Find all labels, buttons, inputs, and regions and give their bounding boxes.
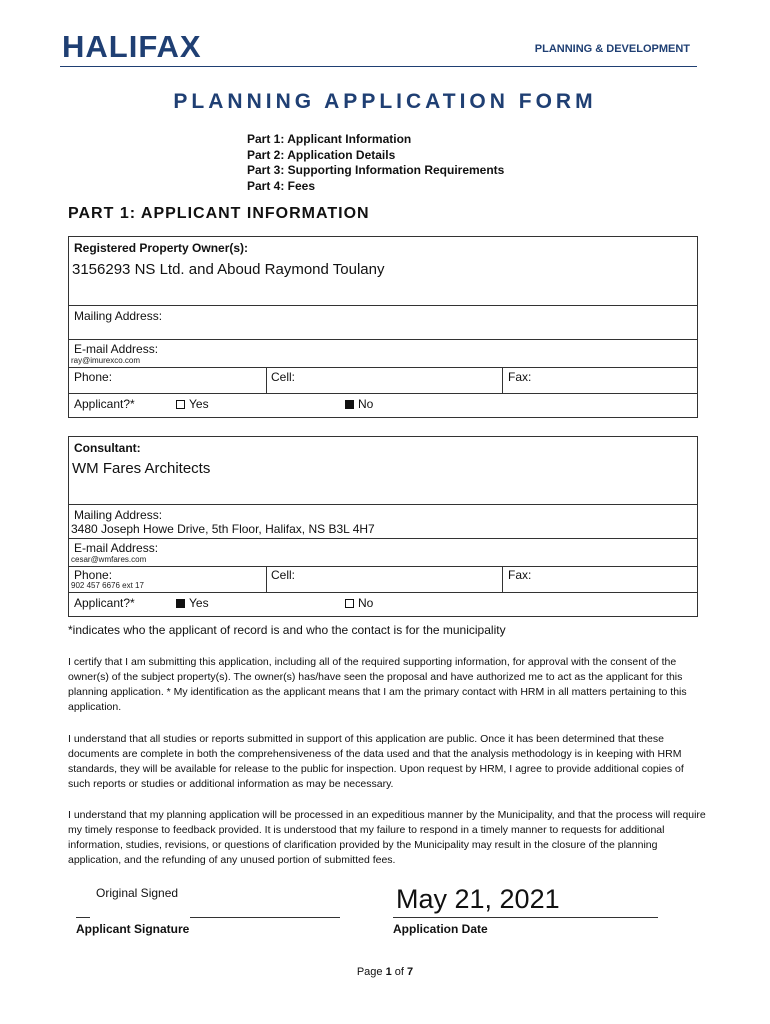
divider	[266, 566, 267, 592]
owner-fax-label: Fax:	[508, 370, 532, 384]
divider	[266, 367, 267, 393]
consultant-label: Consultant:	[74, 441, 141, 455]
certification-paragraph: I certify that I am submitting this application, including all of the required supporting information, for approval with the consent of the owner(s) of the subject property(s). The owner(s) has/have seen the proposal and have authorized me to act as the applicant for this planning application. * My identification as the applicant means that I am the primary contact with HRM in all matters pertaining to this application.	[68, 656, 687, 713]
consultant-yes-checkbox[interactable]	[176, 599, 185, 608]
application-date-label: Application Date	[393, 922, 488, 936]
parts-list-item: Part 2: Application Details	[247, 147, 396, 162]
owner-label: Registered Property Owner(s):	[74, 241, 249, 255]
consultant-yes-label: Yes	[189, 596, 209, 610]
owner-block	[68, 236, 698, 418]
owner-no-checkbox[interactable]	[345, 400, 354, 409]
consultant-applicant-label: Applicant?*	[74, 596, 135, 610]
owner-applicant-label: Applicant?*	[74, 397, 135, 411]
signature-line-short	[76, 917, 90, 918]
owner-no-option[interactable]	[345, 397, 373, 411]
divider	[69, 339, 697, 340]
parts-list-item: Part 1: Applicant Information	[247, 132, 412, 146]
divider	[69, 367, 697, 368]
consultant-email-label: E-mail Address:	[74, 541, 159, 555]
owner-value[interactable]: 3156293 NS Ltd. and Aboud Raymond Toulany	[72, 261, 385, 278]
consultant-phone-value[interactable]: 902 457 6676 ext 17	[71, 581, 144, 590]
applicant-signature-label: Applicant Signature	[76, 922, 190, 936]
signature-line[interactable]	[190, 917, 340, 918]
consultant-value[interactable]: WM Fares Architects	[72, 460, 211, 477]
divider	[69, 504, 697, 505]
divider	[69, 592, 697, 593]
divider	[502, 367, 503, 393]
page-prefix: Page	[356, 966, 386, 978]
owner-no-label: No	[358, 397, 374, 411]
owner-yes-checkbox[interactable]	[176, 400, 185, 409]
page-total: 7	[407, 966, 414, 978]
owner-yes-label: Yes	[189, 397, 209, 411]
header-divider	[60, 66, 697, 67]
consultant-block	[68, 436, 698, 617]
consultant-no-checkbox[interactable]	[345, 599, 354, 608]
divider	[69, 538, 697, 539]
consultant-fax-label: Fax:	[508, 568, 532, 582]
page-mid: of	[391, 966, 408, 978]
page-number	[0, 966, 770, 978]
parts-list-item: Part 3: Supporting Information Requirements	[247, 163, 505, 177]
form-title: PLANNING APPLICATION FORM	[173, 90, 597, 113]
owner-yes-option[interactable]	[176, 397, 209, 411]
owner-email-label: E-mail Address:	[74, 342, 159, 356]
owner-email-value[interactable]: ray@imurexco.com	[71, 356, 141, 365]
consultant-cell-label: Cell:	[271, 568, 296, 582]
divider	[69, 393, 697, 394]
divider	[69, 566, 697, 567]
consultant-email-value[interactable]: cesar@wmfares.com	[71, 555, 147, 564]
divider	[69, 305, 697, 306]
consultant-yes-option[interactable]	[176, 596, 209, 610]
owner-mailing-label: Mailing Address:	[74, 309, 163, 323]
consultant-no-label: No	[358, 596, 374, 610]
department-label: PLANNING & DEVELOPMENT	[534, 43, 690, 55]
date-line	[393, 917, 658, 918]
parts-list-item: Part 4: Fees	[247, 178, 316, 193]
section-title: PART 1: APPLICANT INFORMATION	[68, 205, 370, 222]
halifax-logo: HALIFAX	[62, 29, 202, 64]
consultant-phone-label: Phone:	[74, 568, 113, 582]
consultant-mailing-value[interactable]: 3480 Joseph Howe Drive, 5th Floor, Halifax, NS B3L 4H7	[71, 522, 375, 536]
original-signed-text: Original Signed	[96, 886, 179, 900]
owner-phone-label: Phone:	[74, 370, 113, 384]
owner-cell-label: Cell:	[271, 370, 296, 384]
page-current: 1	[385, 966, 392, 978]
processing-paragraph: I understand that my planning application will be processed in an expeditious manner by the Municipality, and that the process will require my timely response to feedback provided. It is understood that my failure to respond in a timely manner to requests for additional information, studies, revisions, or questions of clarification provided by the Municipality may result in the closure of the planning application, and the refunding of any unused portion of submitted fees.	[68, 809, 706, 866]
consultant-mailing-label: Mailing Address:	[74, 508, 163, 522]
consultant-no-option[interactable]	[345, 596, 373, 610]
divider	[502, 566, 503, 592]
public-disclosure-paragraph: I understand that all studies or reports submitted in support of this application are public. Once it has been determined that these documents are complete in both the comprehensiveness of the data used and that the analysis methodology is in keeping with HRM standards, they will be available for release to the public for inspection. Upon request by HRM, I agree to provide additional copies of such reports or studies or additional information as may be necessary.	[68, 733, 684, 790]
application-date-value[interactable]: May 21, 2021	[396, 884, 560, 914]
applicant-note: *indicates who the applicant of record is and who the contact is for the municipality	[68, 623, 506, 637]
parts-list	[247, 132, 504, 194]
